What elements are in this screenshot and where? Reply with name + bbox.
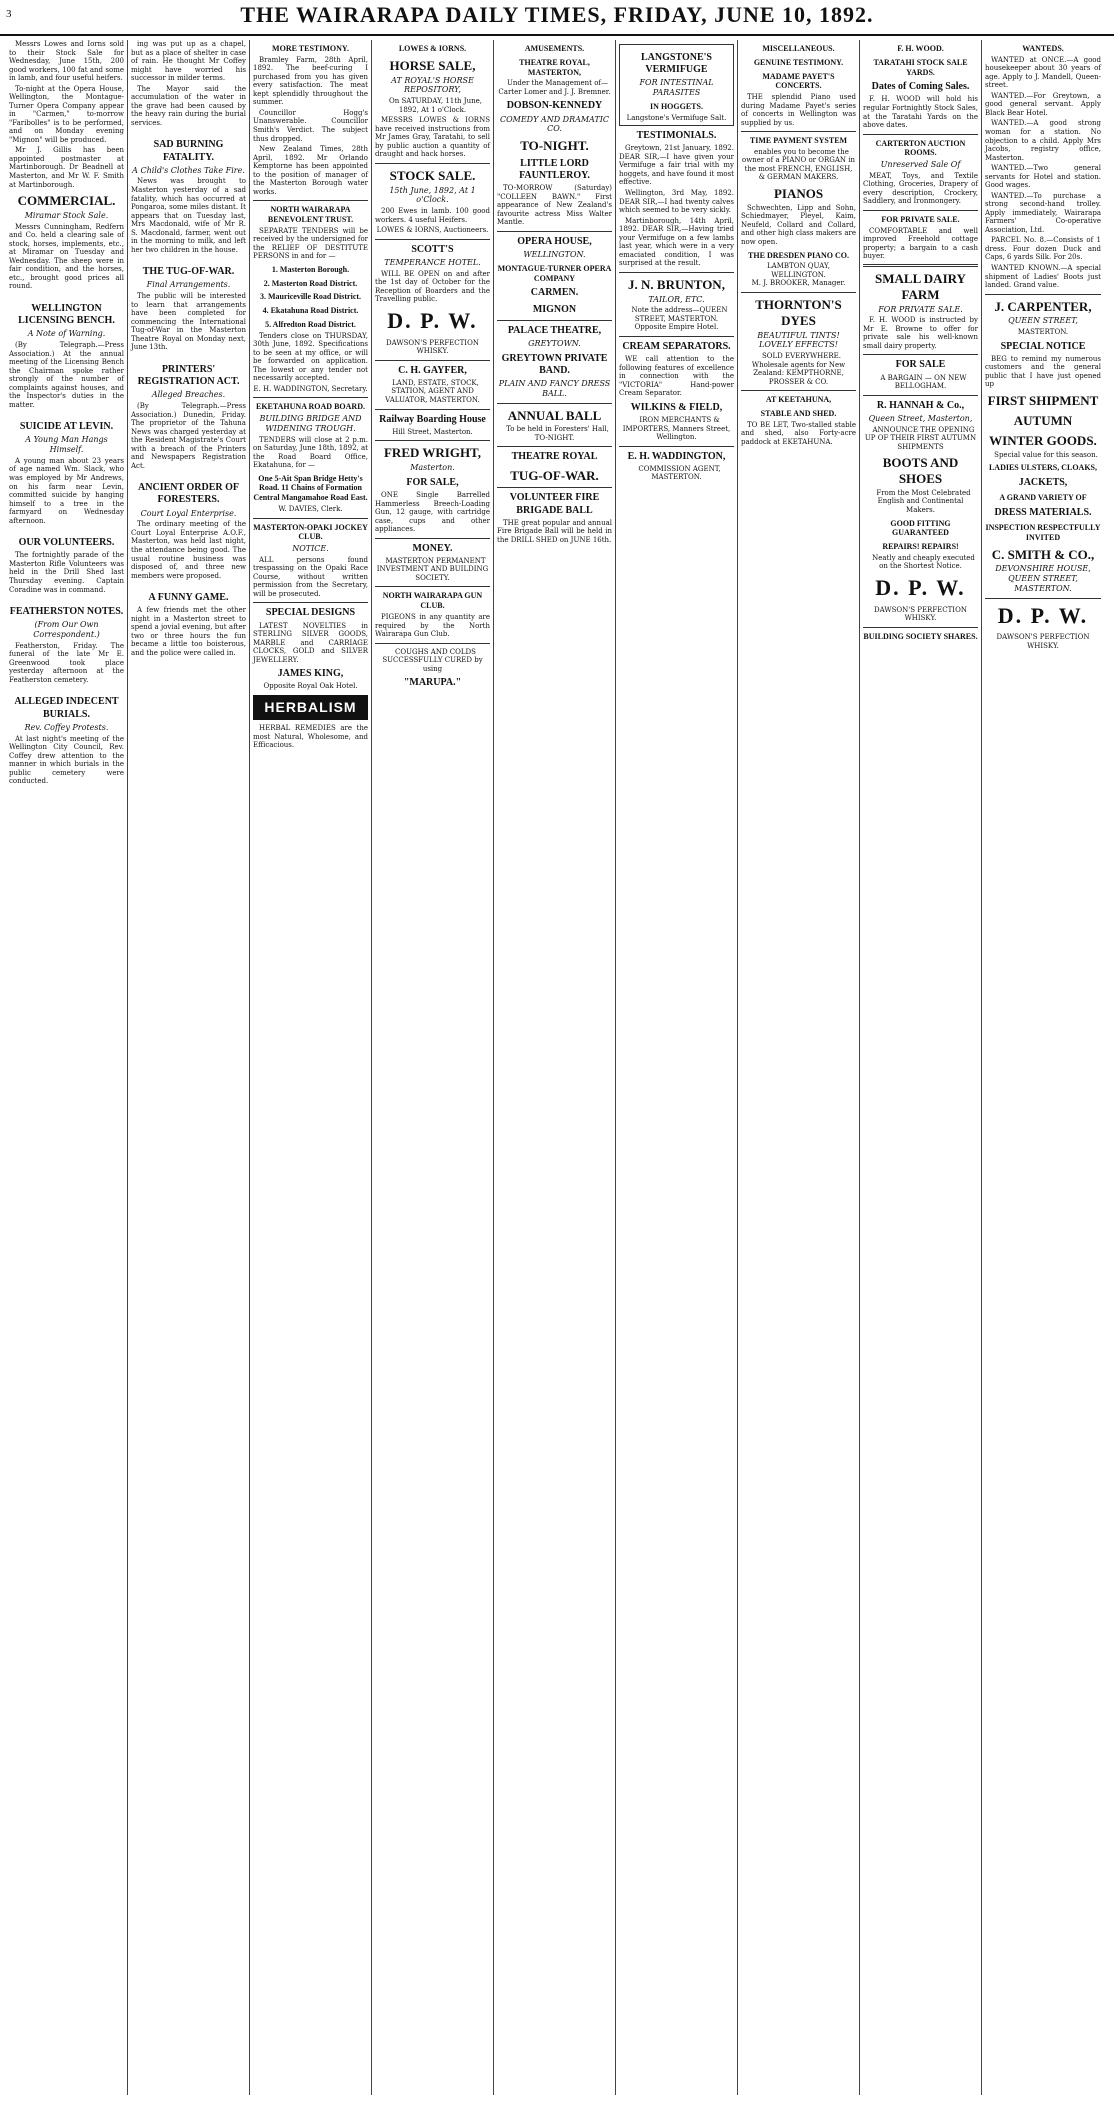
ad-heading: E. H. WADDINGTON, <box>627 450 726 462</box>
ad-heading: STABLE AND SHED. <box>760 408 837 418</box>
ad-heading: OPERA HOUSE, <box>517 235 592 247</box>
ad-heading: SCOTT'S <box>411 243 454 255</box>
ad-heading: C. H. GAYFER, <box>398 364 467 376</box>
ad-text: WILL BE OPEN on and after the 1st day of October for the Reception of Boarders and the Travelling public. <box>375 269 490 304</box>
ad-text: WE call attention to the following features of excellence in connection with the "VICTORIA" Hand-power Cream Separator. <box>619 355 734 398</box>
ad-heading: THEATRE ROYAL <box>511 451 598 463</box>
ad-text: On SATURDAY, 11th June, 1892, At 1 o'Clock. <box>389 97 482 114</box>
column-3 <box>250 40 372 2095</box>
list-item: 5. Alfredton Road District. <box>265 319 356 329</box>
subheading: A Note of Warning. <box>27 329 106 339</box>
ad-heading: C. SMITH & CO., <box>991 546 1095 562</box>
newspaper-title: THE WAIRARAPA DAILY TIMES, FRIDAY, JUNE 10, 1892. <box>240 2 874 27</box>
classified-ad: WANTED KNOWN.—A special shipment of Ladies' Boots just landed. Grand value. <box>985 263 1101 290</box>
classified-ad: WANTED.—For Greytown, a good general servant. Apply Black Bear Hotel. <box>985 91 1101 117</box>
ad-heading: TIME PAYMENT SYSTEM <box>749 136 848 146</box>
testimonial: Martinborough, 14th April, 1892. DEAR SIR,—Having tried your Vermifuge on a few lambs last year, which were in a very emaciated condition, I was surprised at the result. <box>619 216 734 268</box>
ad-heading: Railway Boarding House <box>379 413 486 425</box>
classified-ad: PARCEL No. 8.—Consists of 1 dress. Four dozen Duck and Caps, 6 yards Silk. For 20s. <box>985 236 1101 262</box>
list-item: 3. Mauriceville Road District. <box>259 292 362 302</box>
page-columns <box>6 40 1110 2095</box>
ad-heading: JACKETS, <box>1018 476 1068 488</box>
news-paragraph: The fortnightly parade of the Masterton Rifle Volunteers was held in the Drill Shed last Thursday evening. Captain Coradine was in command. <box>9 551 124 594</box>
dpw-logo: D. P. W. <box>997 602 1089 628</box>
ad-heading: MONTAGUE-TURNER OPERA COMPANY <box>497 263 612 283</box>
ad-text: DAWSON'S PERFECTION WHISKY. <box>874 605 967 623</box>
ad-address: Opposite Royal Oak Hotel. <box>263 682 358 691</box>
ad-text: Bramley Farm, 28th April, 1892. The beef-curing I purchased from you has given every satisfaction. The meat kept splendidly throughout the summer. <box>253 55 368 107</box>
ad-text: TENDERS will close at 2 p.m. on Saturday, June 18th, 1892, at the Road Board Office, Ekatahuna, for — <box>253 435 368 470</box>
ad-text: Tenders close on THURSDAY, 30th June, 1892. Specifications to be seen at my office, or will be forwarded on application. The lowest or any tender not necessarily accepted. <box>253 331 368 383</box>
ad-text: A BARGAIN — ON NEW BELLOGHAM. <box>880 373 967 391</box>
news-paragraph: Messrs Cunningham, Redfern and Co. held a clearing sale of stock, horses, implements, etc., at Miramar on Tuesday and Wednesday. The sheep were in fair condition, and the horses, etc., brought good prices all round. <box>9 222 124 291</box>
ad-heading: DOBSON-KENNEDY <box>506 100 603 112</box>
ad-heading: CREAM SEPARATORS. <box>622 340 731 352</box>
ad-heading: IN HOGGETS. <box>650 101 703 111</box>
news-paragraph: ing was put up as a chapel, but as a place of shelter in case of rain. He thought Mr Coffey might have worried his successor in milder terms. <box>131 40 246 83</box>
ad-heading: FOR SALE, <box>406 476 459 488</box>
subheading: (From Our Own Correspondent.) <box>33 620 100 639</box>
subheading: Queen Street, Masterton, <box>868 413 973 423</box>
ad-text: LAMBTON QUAY, WELLINGTON. <box>767 262 830 279</box>
ad-text: 200 Ewes in lamb. 100 good workers. 4 useful Heifers. <box>375 207 490 224</box>
ad-text: Note the address—QUEEN STREET, MASTERTON. Opposite Empire Hotel. <box>631 306 728 332</box>
ad-heading: SPECIAL DESIGNS <box>265 607 356 619</box>
ad-heading: TESTIMONIALS. <box>636 130 717 142</box>
column-2 <box>128 40 250 2095</box>
ad-text: To be held in Foresters' Hall, TO-NIGHT. <box>506 425 609 442</box>
ad-heading: GREYTOWN PRIVATE BAND. <box>501 352 608 376</box>
ad-heading: THORNTON'S DYES <box>755 296 842 328</box>
subheading: BUILDING BRIDGE AND WIDENING TROUGH. <box>259 414 362 433</box>
ad-heading: WINTER GOODS. <box>989 432 1097 448</box>
ad-heading: FRED WRIGHT, <box>383 445 482 461</box>
section-heading: ANCIENT ORDER OF FORESTERS. <box>138 482 239 506</box>
classified-ad: WANTED.—To purchase a strong second-hand trolley. Apply immediately, Wairarapa Farmers' Co-operative Association, Ltd. <box>985 191 1101 234</box>
ad-text: DAWSON'S PERFECTION WHISKY. <box>996 633 1090 650</box>
ad-text: TO-MORROW (Saturday) "COLLEEN BAWN." First appearance of New Zealand's favourite actress Miss Walter Mantle. <box>497 184 612 227</box>
signature: W. DAVIES, Clerk. <box>278 504 343 513</box>
column-6 <box>616 40 738 2095</box>
column-9 <box>982 40 1104 2095</box>
subheading: AT ROYAL'S HORSE REPOSITORY, <box>391 75 474 95</box>
ad-heading: BUILDING SOCIETY SHARES. <box>863 631 978 641</box>
ad-text: COMFORTABLE and well improved Freehold cottage property; a bargain to a cash buyer. <box>863 226 978 261</box>
news-paragraph: The ordinary meeting of the Court Loyal Enterprise A.O.F., Masterton, was held last night, the attendance being good. The usual routine business was disposed of, and three new members were proposed. <box>131 520 246 580</box>
ad-heading: TARATAHI STOCK SALE YARDS. <box>873 57 968 77</box>
ad-heading: FOR SALE <box>895 359 946 371</box>
masthead <box>0 0 1114 36</box>
news-paragraph: The Mayor said the accumulation of the water in the grave had been caused by the heavy rain during the burial services. <box>131 84 246 127</box>
column-8 <box>860 40 982 2095</box>
ad-text: MASTERTON. <box>1017 328 1069 337</box>
ad-heading: A GRAND VARIETY OF <box>999 493 1087 503</box>
subheading: WELLINGTON. <box>523 250 586 260</box>
subheading: A Child's Clothes Take Fire. <box>132 165 245 175</box>
subheading: Rev. Coffey Protests. <box>24 722 109 732</box>
ad-text: BEG to remind my numerous customers and the general public that I have just opened up <box>985 354 1101 389</box>
subheading: TEMPERANCE HOTEL. <box>384 257 481 267</box>
ad-text: LATEST NOVELTIES in STERLING SILVER GOODS, MARBLE and CARRIAGE CLOCKS, GOLD and SILVER JEWELLERY. <box>253 621 368 664</box>
subheading: A Young Man Hangs Himself. <box>25 435 108 455</box>
subheading: Unreserved Sale Of <box>880 160 961 170</box>
dpw-logo: D. P. W. <box>875 574 966 600</box>
ad-heading: PALACE THEATRE, <box>507 324 602 336</box>
news-paragraph: (By Telegraph.—Press Association.) Dunedin, Friday. The proprietor of the Tahuna News was charged yesterday at the Resident Magistrate's Court with a breach of the Printers and Newspapers Registration Act. <box>131 402 246 470</box>
ad-heading: MASTERTON-OPAKI JOCKEY CLUB. <box>253 522 368 542</box>
ad-heading: GENUINE TESTIMONY. <box>753 57 844 67</box>
ad-text: COMMISSION AGENT, MASTERTON. <box>638 464 721 482</box>
ad-heading: F. H. WOOD. <box>897 44 944 53</box>
ad-text: ALL persons found trespassing on the Opaki Race Course, without written permission from the Secretary, will be prosecuted. <box>253 555 368 598</box>
subheading: PLAIN AND FANCY DRESS BALL. <box>498 379 611 398</box>
ad-text: MEAT, Toys, and Textile Clothing, Groceries, Drapery of every description, Crockery, Saddlery, and Ironmongery. <box>863 171 978 206</box>
ad-heading: STOCK SALE. <box>389 167 476 183</box>
ad-heading: AUTUMN <box>1013 412 1073 428</box>
ad-heading: VOLUNTEER FIRE BRIGADE BALL <box>509 492 600 516</box>
ad-heading: MADAME PAYET'S CONCERTS. <box>762 71 835 91</box>
section-heading: OUR VOLUNTEERS. <box>18 537 115 549</box>
page-number: 3 <box>6 8 12 20</box>
ad-heading: CARTERTON AUCTION ROOMS. <box>875 138 966 158</box>
ad-heading: J. CARPENTER, <box>994 298 1092 314</box>
ad-heading: NORTH WAIRARAPA BENEVOLENT TRUST. <box>267 205 354 224</box>
ad-heading: BOOTS AND SHOES <box>882 455 959 487</box>
dpw-logo: D. P. W. <box>387 307 478 333</box>
ad-heading: MONEY. <box>412 542 453 554</box>
list-item: 2. Masterton Road District. <box>263 278 358 288</box>
ad-text: COUGHS AND COLDS SUCCESSFULLY CURED by using <box>382 647 483 673</box>
ad-text: THE great popular and annual Fire Brigade Ball will be held in the DRILL SHED on JUNE 16th. <box>497 518 612 544</box>
ad-heading: SMALL DAIRY FARM <box>875 270 966 302</box>
ad-heading: FIRST SHIPMENT <box>987 393 1099 409</box>
column-7 <box>738 40 860 2095</box>
section-heading: FEATHERSTON NOTES. <box>9 606 124 618</box>
ad-text: LAND, ESTATE, STOCK, STATION, AGENT AND VALUATOR, MASTERTON. <box>385 378 480 404</box>
ad-heading: HORSE SALE, <box>389 57 476 73</box>
news-paragraph: Messrs Lowes and Iorns sold to their Stock Sale for Wednesday, June 15th, 200 good workers, 100 fat and some in lamb, and four useful heifers. <box>9 40 124 83</box>
subheading: DEVONSHIRE HOUSE, QUEEN STREET, MASTERTON. <box>995 564 1091 593</box>
ad-text: ANNOUNCE THE OPENING UP OF THEIR FIRST AUTUMN SHIPMENTS <box>864 425 977 451</box>
ad-heading: ANNUAL BALL <box>507 407 602 423</box>
news-paragraph: At last night's meeting of the Wellington City Council, Rev. Coffey drew attention to the manner in which burials in the public cemetery were conducted. <box>9 734 124 786</box>
ad-heading: TUG-OF-WAR. <box>510 467 599 483</box>
ad-heading: LADIES ULSTERS, CLOAKS, <box>988 463 1098 473</box>
ad-heading: FOR PRIVATE SALE. <box>881 214 960 224</box>
ad-heading: REPAIRS! REPAIRS! <box>882 542 959 551</box>
ad-heading: MIGNON <box>532 303 577 315</box>
section-heading: A FUNNY GAME. <box>148 592 229 604</box>
subheading: Masterton. <box>410 463 455 473</box>
ad-heading: PIANOS <box>773 186 824 201</box>
news-paragraph: A few friends met the other night in a Masterton street to spend a jovial evening, but after two or three hours the fun became a little too boisterous, and the police were called in. <box>131 606 246 657</box>
subheading: Miramar Stock Sale. <box>24 210 109 220</box>
news-paragraph: News was brought to Masterton yesterday of a sad fatality, which has occurred at Pongaroa, some miles distant. It appears that on Tuesday last, Mrs Macdonald, wife of Mr R. S. Macdonald, farmer, went out in the morning to milk, and left her two children in the house. <box>131 177 246 254</box>
ad-text: enables you to become the owner of a PIANO or ORGAN in the most FRENCH, ENGLISH, & GERMAN MAKERS. <box>741 147 855 182</box>
ad-heading: THEATRE ROYAL, MASTERTON, <box>519 57 590 77</box>
ad-heading: Dates of Coming Sales. <box>871 81 970 93</box>
vermifuge-ad <box>619 44 734 126</box>
ad-text: Councillor Hogg's Unanswerable. Councillor Smith's Verdict. The subject thus dropped. <box>253 108 368 143</box>
ad-text: PIGEONS in any quantity are required by the North Wairarapa Gun Club. <box>375 612 490 639</box>
signature: LOWES & IORNS, Auctioneers. <box>376 226 489 235</box>
ad-text: HERBAL REMEDIES are the most Natural, Wholesome, and Efficacious. <box>253 724 368 750</box>
section-heading: SAD BURNING FATALITY. <box>153 139 224 163</box>
ad-heading: EKETAHUNA ROAD BOARD. <box>256 402 365 412</box>
ad-heading: WANTEDS. <box>1022 44 1064 53</box>
subheading: TAILOR, ETC. <box>648 294 705 304</box>
ad-text: F. H. WOOD will hold his regular Fortnightly Stock Sales, at the Taratahi Yards on the above dates. <box>863 95 978 130</box>
section-heading: WELLINGTON LICENSING BENCH. <box>18 302 115 327</box>
subheading: FOR PRIVATE SALE. <box>878 304 963 314</box>
ad-text: Under the Management of—Carter Lomer and J. J. Bremner. <box>498 79 611 96</box>
subheading: Final Arrangements. <box>146 280 231 290</box>
ad-text: ONE Single Barrelled Hammerless Breech-Loading Gun, 12 gauge, with cartridge case, cups and other appliances. <box>375 491 490 534</box>
subheading: COMEDY AND DRAMATIC CO. <box>499 114 610 134</box>
signature: E. H. WADDINGTON, Secretary. <box>253 384 368 393</box>
ad-text: Special value for this season. <box>994 450 1098 459</box>
classified-ad: WANTED.—A good strong woman for a station. No objection to a child. Apply Mrs Jacobs, registry office, Masterton. <box>985 119 1101 162</box>
section-heading: THE TUG-OF-WAR. <box>142 266 235 278</box>
ad-text: F. H. WOOD is instructed by Mr E. Browne to offer for private sale his well-known small dairy property. <box>863 316 978 350</box>
ad-heading: AT KEETAHUNA, <box>765 395 832 405</box>
ad-text: IRON MERCHANTS & IMPORTERS, Manners Street, Wellington. <box>622 416 731 442</box>
ad-text: Neatly and cheaply executed on the Shortest Notice. <box>872 553 975 571</box>
subheading: Alleged Breaches. <box>151 390 226 400</box>
news-paragraph: Mr J. Gillis has been appointed postmaster at Martinborough. Dr Beadnell at Masterton, and Mr W. F. Smith at Martinborough. <box>9 146 124 189</box>
subheading: 15th June, 1892, At 1 o'Clock. <box>389 185 476 205</box>
ad-text: TO BE LET, Two-stalled stable and shed, also Forty-acre paddock at EKETAHUNA. <box>741 420 856 446</box>
ad-text: DAWSON'S PERFECTION WHISKY. <box>386 338 479 356</box>
section-heading: SUICIDE AT LEVIN. <box>19 421 114 433</box>
herbalism-banner: HERBALISM <box>253 695 368 720</box>
ad-heading: NORTH WAIRARAPA GUN CLUB. <box>382 591 483 611</box>
news-paragraph: (By Telegraph.—Press Association.) At the annual meeting of the Licensing Bench the Chairman spoke rather strongly of the number of complaints against houses, and the Inspector's duties in the matter. <box>9 341 124 409</box>
subheading: Court Loyal Enterprise. <box>140 508 237 518</box>
testimonial: Wellington, 3rd May, 1892. DEAR SIR,—I had twenty calves which seemed to be very sickly. <box>619 189 734 215</box>
ad-text: Schwechten, Lipp and Sohn, Schiedmayer, Pleyel, Kaim, Neufeld, Collard and Collard, and other high class makers are now open. <box>741 203 856 246</box>
ad-heading: MISCELLANEOUS. <box>762 44 835 53</box>
ad-heading: TO-NIGHT. <box>520 138 589 153</box>
ad-heading: SPECIAL NOTICE <box>1000 340 1086 352</box>
column-5 <box>494 40 616 2095</box>
ad-heading: WILKINS & FIELD, <box>630 401 723 413</box>
subheading: QUEEN STREET, <box>1008 316 1078 326</box>
classified-ad: WANTED.—Two general servants for Hotel and station. Good wages. <box>985 164 1101 190</box>
news-paragraph: Featherston, Friday. The funeral of the late Mr E. Greenwood took place yesterday afternoon at the Featherston cemetery. <box>9 641 124 684</box>
ad-text: SOLD EVERYWHERE. Wholesale agents for New Zealand: KEMPTHORNE, PROSSER & CO. <box>751 352 846 386</box>
ad-heading: LANGSTONE'S VERMIFUGE <box>641 52 712 76</box>
ad-heading: MORE TESTIMONY. <box>272 44 349 53</box>
signature: M. J. BROOKER, Manager. <box>751 279 846 288</box>
ad-heading: LITTLE LORD FAUNTLEROY. <box>519 157 590 182</box>
ad-name: JAMES KING, <box>277 668 344 680</box>
list-item: 4. Ekatahuna Road District. <box>262 306 359 316</box>
ad-heading: GOOD FITTING GUARANTEED <box>890 518 951 538</box>
column-4 <box>372 40 494 2095</box>
section-heading: COMMERCIAL. <box>17 193 116 209</box>
ad-heading: THE DRESDEN PIANO CO. <box>748 250 849 260</box>
list-item: 1. Masterton Borough. <box>271 264 350 274</box>
ad-heading: LOWES & IORNS. <box>398 44 467 53</box>
subheading: GREYTOWN. <box>528 338 581 348</box>
ad-text: Langstone's Vermifuge Salt. <box>626 113 727 122</box>
classified-ad: WANTED at ONCE.—A good housekeeper about 30 years of age. Apply to J. Mandell, Queen-street. <box>985 55 1101 90</box>
ad-text: One 5-Ait Span Bridge Hetty's Road. 11 Chains of Formation Central Mangamahoe Road East. <box>253 473 368 503</box>
subheading: BEAUTIFUL TINTS! LOVELY EFFECTS! <box>757 330 840 350</box>
ad-text: Hill Street, Masterton. <box>392 427 473 436</box>
ad-text: From the Most Celebrated English and Continental Makers. <box>876 488 971 514</box>
news-paragraph: A young man about 23 years of age named Wm. Slack, who was employed by Mr Andrews, on his farm near Levin, committed suicide by hanging himself to a tree in the farmyard on Wednesday afternoon. <box>9 456 124 525</box>
section-heading: PRINTERS' REGISTRATION ACT. <box>137 363 240 388</box>
ad-heading: CARMEN. <box>530 287 579 299</box>
subheading: NOTICE. <box>292 544 329 553</box>
news-paragraph: The public will be interested to learn that arrangements have been completed for commencing the International Tug-of-War in the Masterton Theatre Royal on Monday next, June 13th. <box>131 292 246 352</box>
ad-text: THE splendid Piano used during Madame Payet's series of concerts in Wellington was supplied by us. <box>741 93 856 127</box>
ad-heading: J. N. BRUNTON, <box>628 276 725 292</box>
news-paragraph: To-night at the Opera House, Wellington, the Montague-Turner Opera Company appear in "Carmen," to-morrow "Faribolles" is to be performed, and on Monday evening "Mignon" will be produced. <box>9 84 124 144</box>
section-heading: ALLEGED INDECENT BURIALS. <box>14 696 119 720</box>
ad-heading: DRESS MATERIALS. <box>994 506 1092 518</box>
subheading: FOR INTESTINAL PARASITES <box>639 78 714 98</box>
ad-heading: INSPECTION RESPECTFULLY INVITED <box>985 523 1101 542</box>
column-1 <box>6 40 128 2095</box>
testimonial: Greytown, 21st January, 1892. DEAR SIR,—I have given your Vermifuge a fair trial with my hoggets, and have found it most effective. <box>619 144 734 187</box>
ad-text: MESSRS LOWES & IORNS have received instructions from Mr James Gray, Taratahi, to sell by public auction a quantity of draught and hack horses. <box>375 116 490 159</box>
ad-text: New Zealand Times, 28th April, 1892. Mr Orlando Kemptorne has been appointed to the position of manager of the Masterton Borough water works. <box>253 145 368 196</box>
ad-heading: R. HANNAH & Co., <box>876 399 965 411</box>
ad-text: SEPARATE TENDERS will be received by the undersigned for the RELIEF OF DESTITUTE PERSONS in and for — <box>253 226 368 261</box>
ad-text: MASTERTON PERMANENT INVESTMENT AND BUILDING SOCIETY. <box>376 556 489 582</box>
ad-heading: AMUSEMENTS. <box>524 44 585 53</box>
ad-heading: "MARUPA." <box>403 677 462 689</box>
